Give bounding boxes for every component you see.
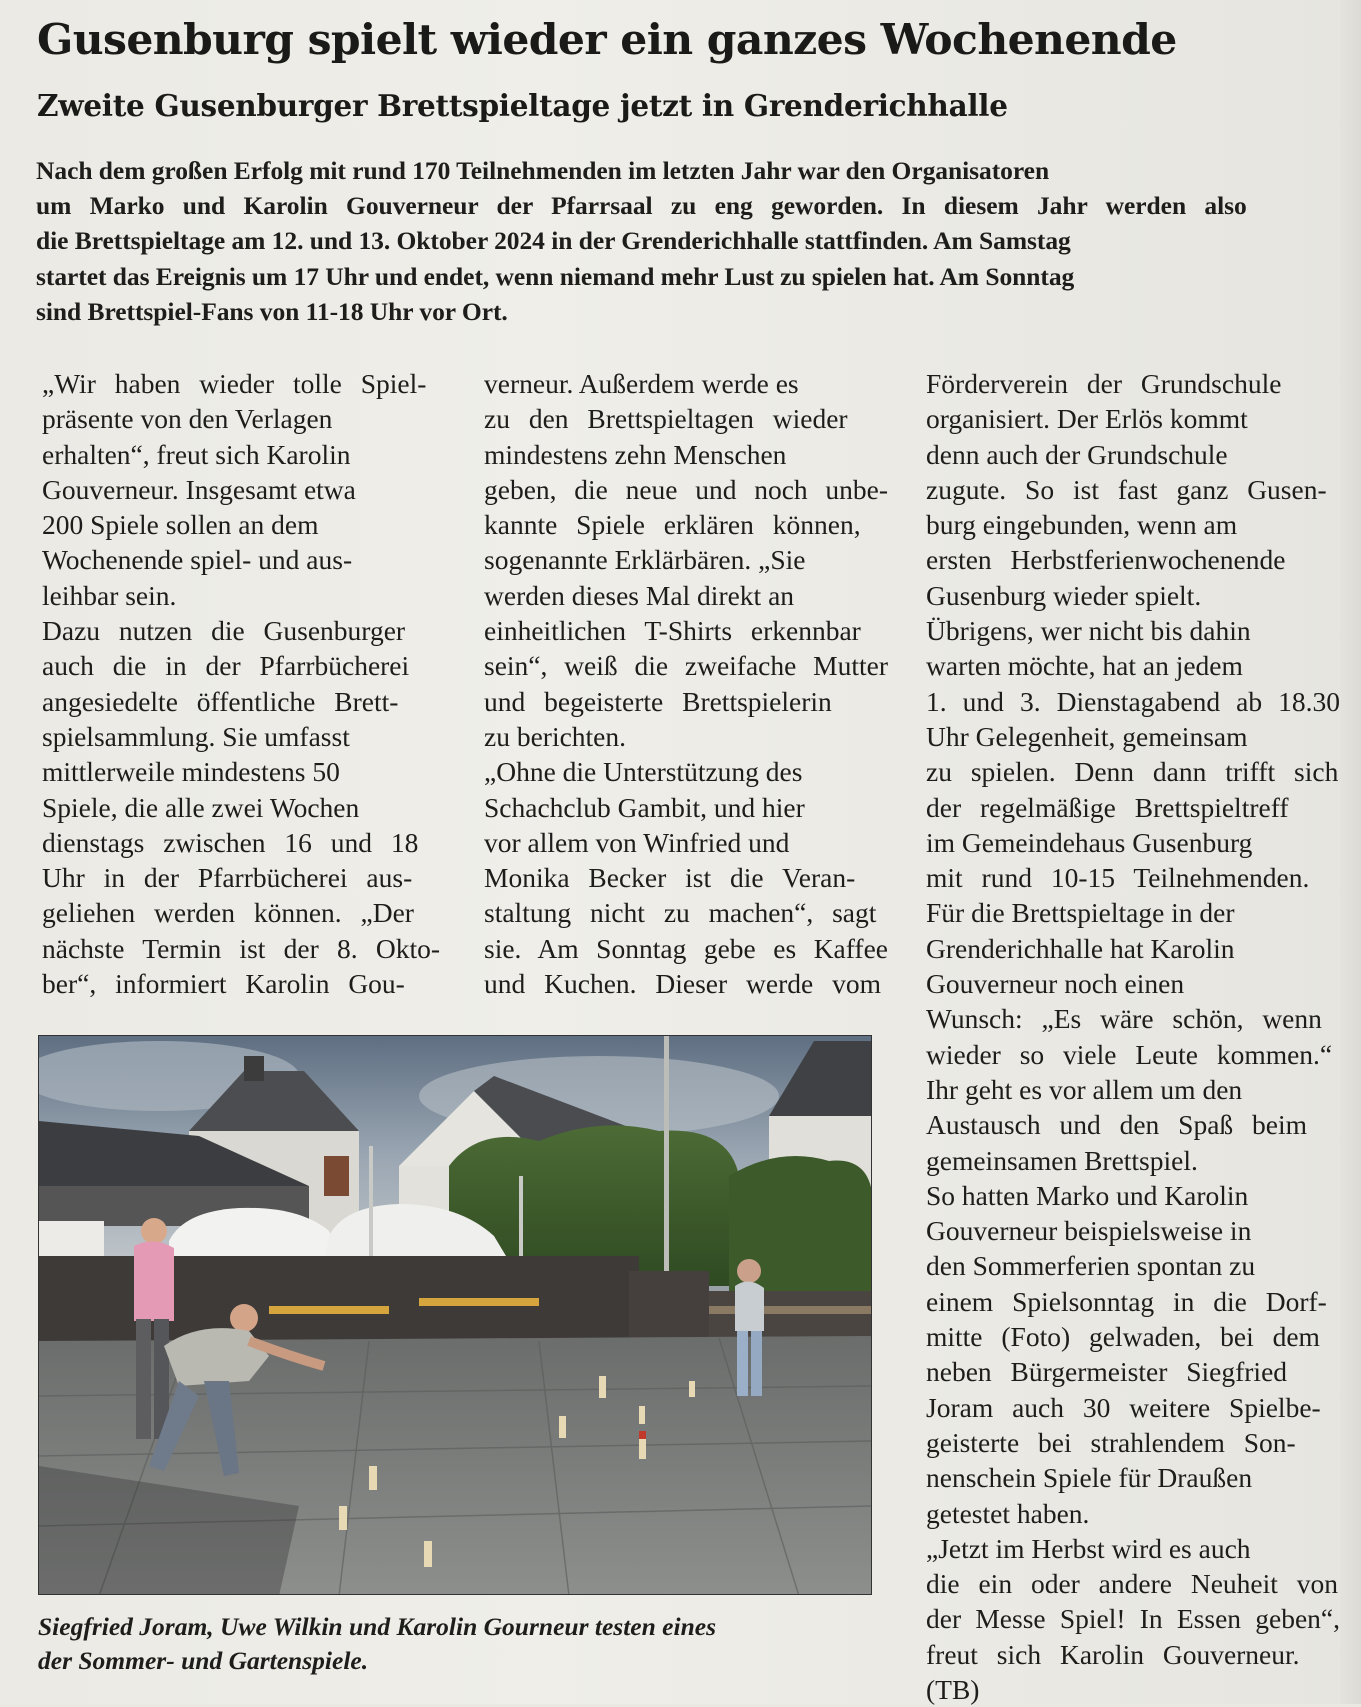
lead-line: die Brettspieltage am 12. und 13. Oktober 2024 in der Grenderichhalle stattfinden. Am Samstag — [36, 226, 1071, 256]
text-line: nenschein Spiele für Draußen — [926, 1462, 1253, 1494]
text-line: spielsammlung. Sie umfasst — [42, 720, 350, 752]
text-line: Dazu nutzen die Gusenburger — [42, 615, 406, 647]
caption-line: Siegfried Joram, Uwe Wilkin und Karolin Gourneur testen eines — [38, 1612, 716, 1641]
text-line: zu berichten. — [484, 720, 627, 752]
text-line: zugute. So ist fast ganz Gusen- — [926, 473, 1327, 505]
text-line: mittlerweile mindestens 50 — [42, 756, 340, 788]
text-line: Gouverneur. Insgesamt etwa — [42, 473, 356, 505]
text-line: „Ohne die Unterstützung des — [484, 756, 803, 788]
text-line: Gusenburg wieder spielt. — [926, 579, 1202, 611]
text-line: Wunsch: „Es wäre schön, wenn — [926, 1003, 1322, 1035]
text-line: die ein oder andere Neuheit von — [926, 1568, 1339, 1600]
text-line: warten möchte, hat an jedem — [926, 650, 1243, 682]
text-line: geliehen werden können. „Der — [42, 897, 414, 929]
text-line: getestet haben. — [926, 1497, 1090, 1529]
text-line: „Jetzt im Herbst wird es auch — [926, 1532, 1251, 1564]
text-line: „Wir haben wieder tolle Spiel- — [42, 368, 427, 399]
lead-paragraph — [36, 153, 1346, 329]
lead-line: Nach dem großen Erfolg mit rund 170 Teilnehmenden im letzten Jahr war den Organisatoren — [36, 156, 1050, 185]
text-line: angesiedelte öffentliche Brett- — [42, 685, 399, 717]
text-line: sie. Am Sonntag gebe es Kaffee — [484, 932, 888, 964]
text-line: sein“, weiß die zweifache Mutter — [484, 650, 888, 682]
text-line: leihbar sein. — [42, 579, 177, 611]
text-line: Wochenende spiel- und aus- — [42, 544, 353, 576]
text-line: 1. und 3. Dienstagabend ab 18.30 — [926, 685, 1340, 717]
text-line: (TB) — [926, 1673, 980, 1705]
text-line: werden dieses Mal direkt an — [484, 579, 795, 611]
text-line: freut sich Karolin Gouverneur. — [926, 1638, 1300, 1670]
text-line: Austausch und den Spaß beim — [926, 1109, 1308, 1141]
text-line: geben, die neue und noch unbe- — [484, 473, 888, 505]
body-column-3 — [926, 366, 1346, 1707]
text-line: zu spielen. Denn dann trifft sich — [926, 756, 1339, 788]
text-line: Gouverneur beispielsweise in — [926, 1215, 1252, 1247]
text-line: Monika Becker ist die Veran- — [484, 862, 856, 894]
text-line: Spiele, die alle zwei Wochen — [42, 791, 360, 823]
text-line: neben Bürgermeister Siegfried — [926, 1356, 1288, 1388]
body-column-1 — [42, 366, 442, 1001]
text-line: Schachclub Gambit, und hier — [484, 791, 805, 823]
text-line: Uhr Gelegenheit, gemeinsam — [926, 720, 1248, 752]
text-line: einem Spielsonntag in die Dorf- — [926, 1285, 1327, 1317]
text-line: dienstags zwischen 16 und 18 — [42, 826, 419, 858]
text-line: Übrigens, wer nicht bis dahin — [926, 615, 1251, 647]
text-line: burg eingebunden, wenn am — [926, 509, 1238, 541]
text-line: organisiert. Der Erlös kommt — [926, 403, 1248, 435]
text-line: kannte Spiele erklären können, — [484, 509, 861, 541]
lead-line: um Marko und Karolin Gouverneur der Pfarrsaal zu eng geworden. In diesem Jahr werden also — [36, 191, 1247, 221]
text-line: der regelmäßige Brettspieltreff — [926, 791, 1289, 823]
text-line: 200 Spiele sollen an dem — [42, 509, 319, 541]
text-line: und Kuchen. Dieser werde vom — [484, 968, 881, 1000]
text-line: Ihr geht es vor allem um den — [926, 1073, 1243, 1105]
text-line: der Messe Spiel! In Essen geben“, — [926, 1603, 1340, 1635]
text-line: mit rund 10-15 Teilnehmenden. — [926, 862, 1310, 894]
text-line: zu den Brettspieltagen wieder — [484, 403, 848, 435]
article-photo — [38, 1035, 872, 1595]
text-line: einheitlichen T-Shirts erkennbar — [484, 615, 861, 647]
lead-line: startet das Ereignis um 17 Uhr und endet, wenn niemand mehr Lust zu spielen hat. Am Sonntag — [36, 261, 1075, 291]
text-line: Gouverneur noch einen — [926, 968, 1185, 1000]
photo-caption — [38, 1610, 878, 1678]
text-line: Uhr in der Pfarrbücherei aus- — [42, 862, 413, 894]
caption-line: der Sommer- und Gartenspiele. — [38, 1646, 369, 1675]
text-line: den Sommerferien spontan zu — [926, 1250, 1256, 1282]
text-line: sogenannte Erklärbären. „Sie — [484, 544, 806, 576]
text-line: wieder so viele Leute kommen.“ — [926, 1038, 1333, 1070]
text-line: denn auch der Grundschule — [926, 438, 1228, 470]
text-line: Grenderichhalle hat Karolin — [926, 932, 1235, 964]
text-line: geisterte bei strahlendem Son- — [926, 1426, 1296, 1458]
text-line: nächste Termin ist der 8. Okto- — [42, 932, 440, 964]
text-line: So hatten Marko und Karolin — [926, 1179, 1249, 1211]
text-line: auch die in der Pfarrbücherei — [42, 650, 410, 682]
text-line: Für die Brettspieltage in der — [926, 897, 1235, 929]
text-line: Joram auch 30 weitere Spielbe- — [926, 1391, 1321, 1423]
text-line: mitte (Foto) gelwaden, bei dem — [926, 1321, 1320, 1353]
text-line: ber“, informiert Karolin Gou- — [42, 968, 405, 1000]
headline: Gusenburg spielt wieder ein ganzes Wochenende — [37, 15, 1177, 65]
text-line: erhalten“, freut sich Karolin — [42, 438, 351, 470]
subheadline: Zweite Gusenburger Brettspieltage jetzt in Grenderichhalle — [37, 88, 1008, 123]
text-line: staltung nicht zu machen“, sagt — [484, 897, 877, 929]
photo-scene — [39, 1036, 872, 1595]
text-line: Förderverein der Grundschule — [926, 368, 1282, 399]
text-line: verneur. Außerdem werde es — [484, 368, 799, 399]
text-line: und begeisterte Brettspielerin — [484, 685, 832, 717]
text-line: ersten Herbstferienwochenende — [926, 544, 1286, 576]
text-line: präsente von den Verlagen — [42, 403, 333, 435]
body-column-2 — [484, 366, 892, 1001]
text-line: im Gemeindehaus Gusenburg — [926, 826, 1253, 858]
page-edge — [1340, 0, 1361, 1704]
text-line: vor allem von Winfried und — [484, 826, 790, 858]
text-line: gemeinsamen Brettspiel. — [926, 1144, 1198, 1176]
lead-line: sind Brettspiel-Fans von 11-18 Uhr vor Ort. — [36, 296, 508, 326]
text-line: mindestens zehn Menschen — [484, 438, 787, 470]
